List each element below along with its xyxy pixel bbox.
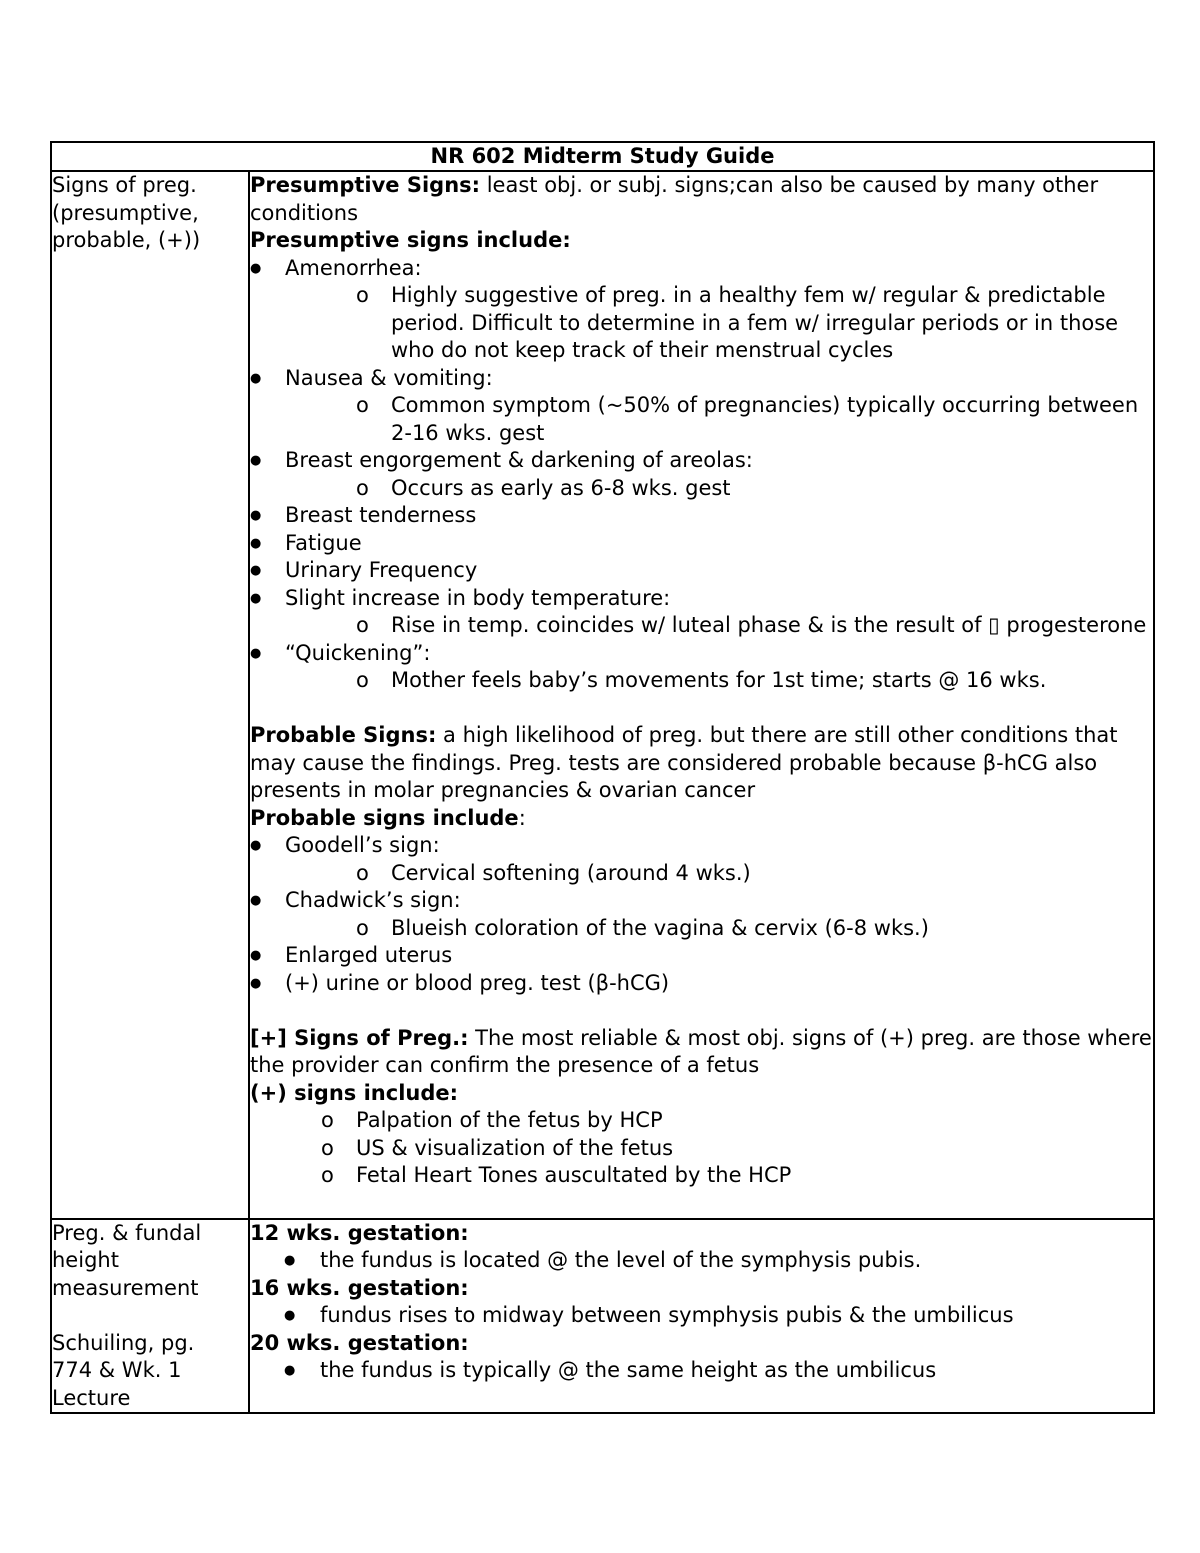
list-item: ● Goodell’s sign: o Cervical softening (around 4 wks.) bbox=[250, 832, 1153, 887]
topic-line: Signs of preg. bbox=[52, 173, 197, 197]
table-row-signs-of-pregnancy bbox=[51, 171, 1154, 1219]
source-line: Schuiling, pg. bbox=[52, 1330, 195, 1355]
gestation-list-20 bbox=[250, 1357, 1153, 1385]
sub-list-item: o Fetal Heart Tones auscultated by the HCP bbox=[250, 1162, 1153, 1190]
list-item: ● Urinary Frequency bbox=[250, 557, 1153, 585]
spacer bbox=[250, 695, 1153, 723]
presumptive-heading: Presumptive Signs: bbox=[250, 173, 481, 197]
positive-heading: [+] Signs of Preg.: bbox=[250, 1025, 469, 1050]
gestation-heading-16: 16 wks. gestation: bbox=[250, 1275, 469, 1300]
page-title: NR 602 Midterm Study Guide bbox=[51, 142, 1154, 171]
sub-list-item: o Highly suggestive of preg. in a healthy fem w/ regular & predictable period. Difficult to determine in a fem w/ irregular periods or in those who do not keep track of their menstrual cycles bbox=[285, 282, 1153, 365]
study-guide-table bbox=[50, 141, 1155, 1414]
probable-include-heading: Probable signs include: bbox=[250, 805, 526, 830]
title-row bbox=[51, 142, 1154, 171]
sub-list-item: o Blueish coloration of the vagina & cervix (6-8 wks.) bbox=[285, 915, 1153, 943]
positive-intro bbox=[250, 1025, 1153, 1080]
sub-list bbox=[285, 282, 1153, 365]
positive-list bbox=[250, 1107, 1153, 1190]
sub-list bbox=[285, 475, 1153, 503]
topic-line: probable, (+)) bbox=[52, 228, 201, 252]
presumptive-description: least obj. or subj. signs;can also be caused by many other conditions bbox=[250, 173, 1099, 225]
content-cell bbox=[249, 171, 1154, 1219]
list-item: ● Breast engorgement & darkening of areolas: o Occurs as early as 6-8 wks. gest bbox=[250, 447, 1153, 502]
list-item: ● Slight increase in body temperature: o Rise in temp. coincides w/ luteal phase & is the result of ▯ progesterone bbox=[250, 585, 1153, 640]
topic-cell bbox=[51, 1219, 249, 1414]
presumptive-include-heading: Presumptive signs include: bbox=[250, 228, 571, 252]
sub-list-item: o Mother feels baby’s movements for 1st time; starts @ 16 wks. bbox=[285, 667, 1153, 695]
list-item: ● the fundus is located @ the level of the symphysis pubis. bbox=[250, 1247, 1153, 1275]
topic-line: (presumptive, bbox=[52, 200, 199, 225]
list-item: ● Fatigue bbox=[250, 530, 1153, 558]
gestation-heading-20: 20 wks. gestation: bbox=[250, 1330, 469, 1355]
sub-list-item: o Rise in temp. coincides w/ luteal phase & is the result of ▯ progesterone bbox=[285, 612, 1153, 640]
list-item: ● the fundus is typically @ the same height as the umbilicus bbox=[250, 1357, 1153, 1385]
table-row-fundal-height bbox=[51, 1219, 1154, 1414]
topic-line: measurement bbox=[52, 1275, 199, 1300]
sub-list bbox=[285, 915, 1153, 943]
topic-line: height bbox=[52, 1248, 119, 1272]
spacer bbox=[52, 1302, 248, 1330]
gestation-list-16 bbox=[250, 1302, 1153, 1330]
topic-cell bbox=[51, 171, 249, 1219]
sub-list bbox=[285, 860, 1153, 888]
sub-list-item: o Cervical softening (around 4 wks.) bbox=[285, 860, 1153, 888]
probable-heading: Probable Signs: bbox=[250, 723, 437, 747]
sub-list bbox=[285, 392, 1153, 447]
presumptive-list bbox=[250, 255, 1153, 695]
list-item: ● Breast tenderness bbox=[250, 502, 1153, 530]
probable-list bbox=[250, 832, 1153, 997]
gestation-list-12 bbox=[250, 1247, 1153, 1275]
list-item: ● (+) urine or blood preg. test (β-hCG) bbox=[250, 970, 1153, 998]
list-item: ● “Quickening”: o Mother feels baby’s movements for 1st time; starts @ 16 wks. bbox=[250, 640, 1153, 695]
sub-list-item: o Occurs as early as 6-8 wks. gest bbox=[285, 475, 1153, 503]
list-item: ● Amenorrhea: o Highly suggestive of preg. in a healthy fem w/ regular & predictable period. Difficult to determine in a fem w/ irregular periods or in those who do not keep track of their menstrual cycles bbox=[250, 255, 1153, 365]
list-item: ● Nausea & vomiting: o Common symptom (~50% of pregnancies) typically occurring between 2-16 wks. gest bbox=[250, 365, 1153, 448]
probable-intro bbox=[250, 722, 1153, 805]
sub-list bbox=[285, 612, 1153, 640]
probable-description: a high likelihood of preg. but there are still other conditions that may cause the findings. Preg. tests are considered probable because β-hCG also presents in molar pregnancies & ovarian cancer bbox=[250, 723, 1118, 802]
sub-list bbox=[285, 667, 1153, 695]
sub-list-item: o Palpation of the fetus by HCP bbox=[250, 1107, 1153, 1135]
content-cell bbox=[249, 1219, 1154, 1414]
positive-description: The most reliable & most obj. signs of (+) preg. are those where the provider can confirm the presence of a fetus bbox=[250, 1025, 1152, 1077]
presumptive-intro bbox=[250, 172, 1153, 227]
list-item: ● fundus rises to midway between symphysis pubis & the umbilicus bbox=[250, 1302, 1153, 1330]
list-item: ● Enlarged uterus bbox=[250, 942, 1153, 970]
sub-list-item: o US & visualization of the fetus bbox=[250, 1135, 1153, 1163]
sub-list-item: o Common symptom (~50% of pregnancies) typically occurring between 2-16 wks. gest bbox=[285, 392, 1153, 447]
topic-line: Preg. & fundal bbox=[52, 1220, 202, 1245]
source-line: 774 & Wk. 1 bbox=[52, 1358, 182, 1382]
gestation-heading-12: 12 wks. gestation: bbox=[250, 1220, 469, 1245]
source-line: Lecture bbox=[52, 1385, 131, 1410]
spacer bbox=[250, 997, 1153, 1025]
list-item: ● Chadwick’s sign: o Blueish coloration of the vagina & cervix (6-8 wks.) bbox=[250, 887, 1153, 942]
positive-include-heading: (+) signs include: bbox=[250, 1080, 459, 1105]
